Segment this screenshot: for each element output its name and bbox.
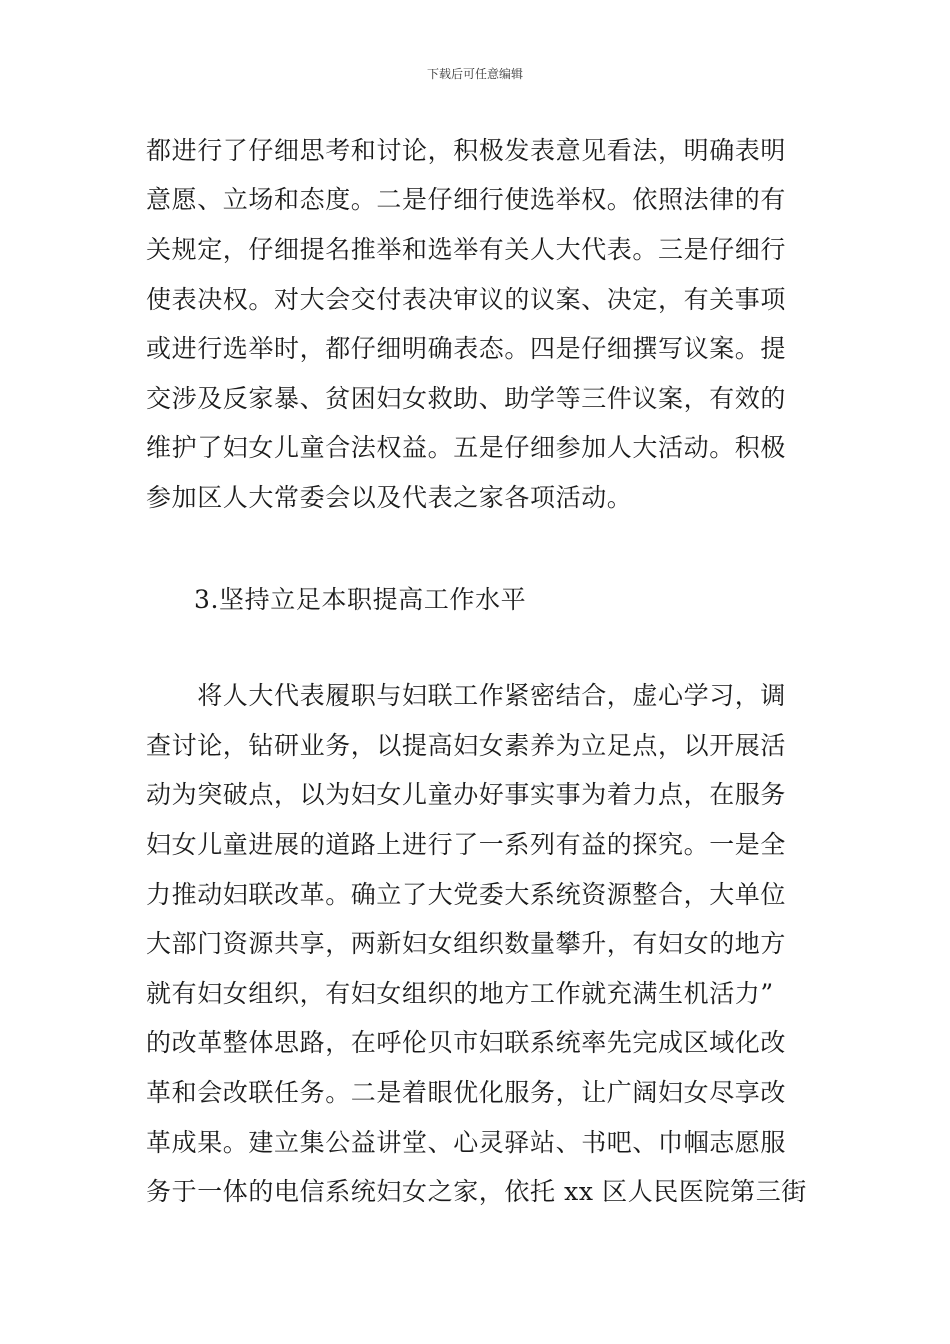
paragraph-2-line: 革和会改联任务。二是着眼优化服务，让广阔妇女尽享改	[146, 1078, 787, 1107]
paragraph-2-line: 力推动妇联改革。确立了大党委大系统资源整合，大单位	[146, 880, 787, 909]
paragraph-2-line: 就有妇女组织，有妇女组织的地方工作就充满生机活力”	[146, 979, 774, 1008]
paragraph-2-line: 将人大代表履职与妇联工作紧密结合，虚心学习，调	[146, 681, 787, 710]
paragraph-2-line: 动为突破点，以为妇女儿童办好事实事为着力点，在服务	[146, 780, 787, 809]
paragraph-1-line: 关规定，仔细提名推举和选举有关人大代表。三是仔细行	[146, 235, 787, 264]
paragraph-2-line: 务于一体的电信系统妇女之家，依托 xx 区人民医院第三街	[146, 1177, 807, 1206]
paragraph-1-line: 都进行了仔细思考和讨论，积极发表意见看法，明确表明	[146, 136, 787, 165]
paragraph-1-line: 或进行选举时，都仔细明确表态。四是仔细撰写议案。提	[146, 334, 787, 363]
paragraph-1-line: 意愿、立场和态度。二是仔细行使选举权。依照法律的有	[146, 185, 787, 214]
paragraph-1-line: 交涉及反家暴、贫困妇女救助、助学等三件议案，有效的	[146, 384, 787, 413]
paragraph-2-line: 大部门资源共享，两新妇女组织数量攀升，有妇女的地方	[146, 929, 787, 958]
section-heading: 3.坚持立足本职提高工作水平	[194, 585, 527, 614]
paragraph-2-line: 妇女儿童进展的道路上进行了一系列有益的探究。一是全	[146, 830, 787, 859]
paragraph-1-line: 参加区人大常委会以及代表之家各项活动。	[146, 483, 633, 512]
page-header: 下载后可任意编辑	[426, 67, 523, 81]
paragraph-2-line: 查讨论，钻研业务，以提高妇女素养为立足点，以开展活	[146, 731, 787, 760]
paragraph-1-line: 使表决权。对大会交付表决审议的议案、决定，有关事项	[146, 285, 787, 314]
paragraph-2-line: 革成果。建立集公益讲堂、心灵驿站、书吧、巾帼志愿服	[146, 1128, 787, 1157]
paragraph-2-line: 的改革整体思路，在呼伦贝市妇联系统率先完成区域化改	[146, 1028, 787, 1057]
paragraph-1-line: 维护了妇女儿童合法权益。五是仔细参加人大活动。积极	[146, 433, 787, 462]
